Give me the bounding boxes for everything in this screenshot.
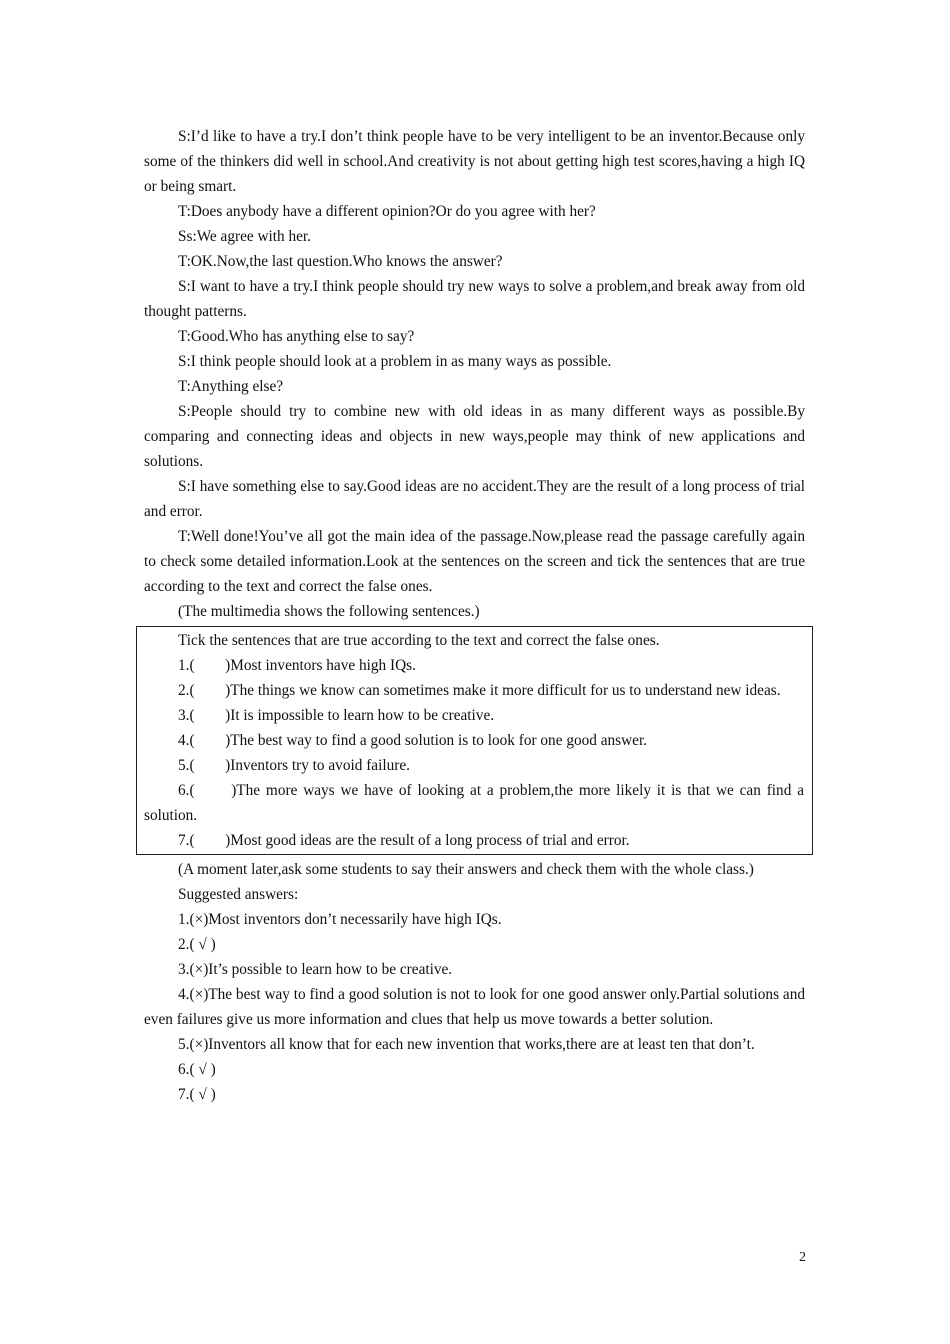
page-number: 2 <box>799 1250 806 1265</box>
answer-item: 3.(×)It’s possible to learn how to be creative. <box>178 961 453 978</box>
answer-item: 1.(×)Most inventors don’t necessarily have high IQs. <box>178 911 502 928</box>
task-item: 6.( )The more ways we have of looking at a problem,the more likely it is that we can find a solution. <box>144 782 804 824</box>
dialogue-line: S:I have something else to say.Good ideas are no accident.They are the result of a long process of trial and error. <box>144 478 805 520</box>
answer-item: 4.(×)The best way to find a good solution is not to look for one good answer only.Partial solutions and even failures give us more information and clues that help us move towards a better solution. <box>144 986 805 1028</box>
stage-direction: (A moment later,ask some students to say their answers and check them with the whole class.) <box>178 861 754 878</box>
task-item: 4.( )The best way to find a good solution is to look for one good answer. <box>178 732 648 749</box>
task-instruction: Tick the sentences that are true according to the text and correct the false ones. <box>178 632 660 649</box>
task-item: 7.( )Most good ideas are the result of a long process of trial and error. <box>178 832 630 849</box>
answer-item: 2.( √ ) <box>178 936 216 953</box>
dialogue-line: T:Well done!You’ve all got the main idea of the passage.Now,please read the passage carefully again to check some detailed information.Look at the sentences on the screen and tick the sentences that are true according to the text and correct the false ones. <box>144 528 805 595</box>
dialogue-line: T:Anything else? <box>178 378 284 395</box>
answer-item: 7.( √ ) <box>178 1086 216 1103</box>
stage-direction: (The multimedia shows the following sentences.) <box>178 603 480 620</box>
dialogue-line: T:OK.Now,the last question.Who knows the answer? <box>178 253 503 270</box>
task-item: 5.( )Inventors try to avoid failure. <box>178 757 410 774</box>
dialogue-line: S:People should try to combine new with old ideas in as many different ways as possible.By comparing and connecting ideas and objects in new ways,people may think of new applications and solutions. <box>144 403 805 470</box>
dialogue-line: S:I think people should look at a problem in as many ways as possible. <box>178 353 612 370</box>
task-item: 2.( )The things we know can sometimes make it more difficult for us to understand new ideas. <box>178 682 781 699</box>
answer-item: 5.(×)Inventors all know that for each new invention that works,there are at least ten that don’t. <box>178 1036 755 1053</box>
dialogue-line: S:I want to have a try.I think people should try new ways to solve a problem,and break away from old thought patterns. <box>144 278 805 320</box>
task-item: 3.( )It is impossible to learn how to be creative. <box>178 707 495 724</box>
answers-heading: Suggested answers: <box>178 886 299 903</box>
task-box <box>136 626 813 855</box>
dialogue-line: T:Does anybody have a different opinion?Or do you agree with her? <box>178 203 596 220</box>
dialogue-line: S:I’d like to have a try.I don’t think people have to be very intelligent to be an inventor.Because only some of the thinkers did well in school.And creativity is not about getting high test scores,having a high IQ or being smart. <box>144 128 805 195</box>
answer-item: 6.( √ ) <box>178 1061 216 1078</box>
dialogue-line: T:Good.Who has anything else to say? <box>178 328 415 345</box>
dialogue-line: Ss:We agree with her. <box>178 228 312 245</box>
task-item: 1.( )Most inventors have high IQs. <box>178 657 416 674</box>
document-body <box>144 124 805 1107</box>
